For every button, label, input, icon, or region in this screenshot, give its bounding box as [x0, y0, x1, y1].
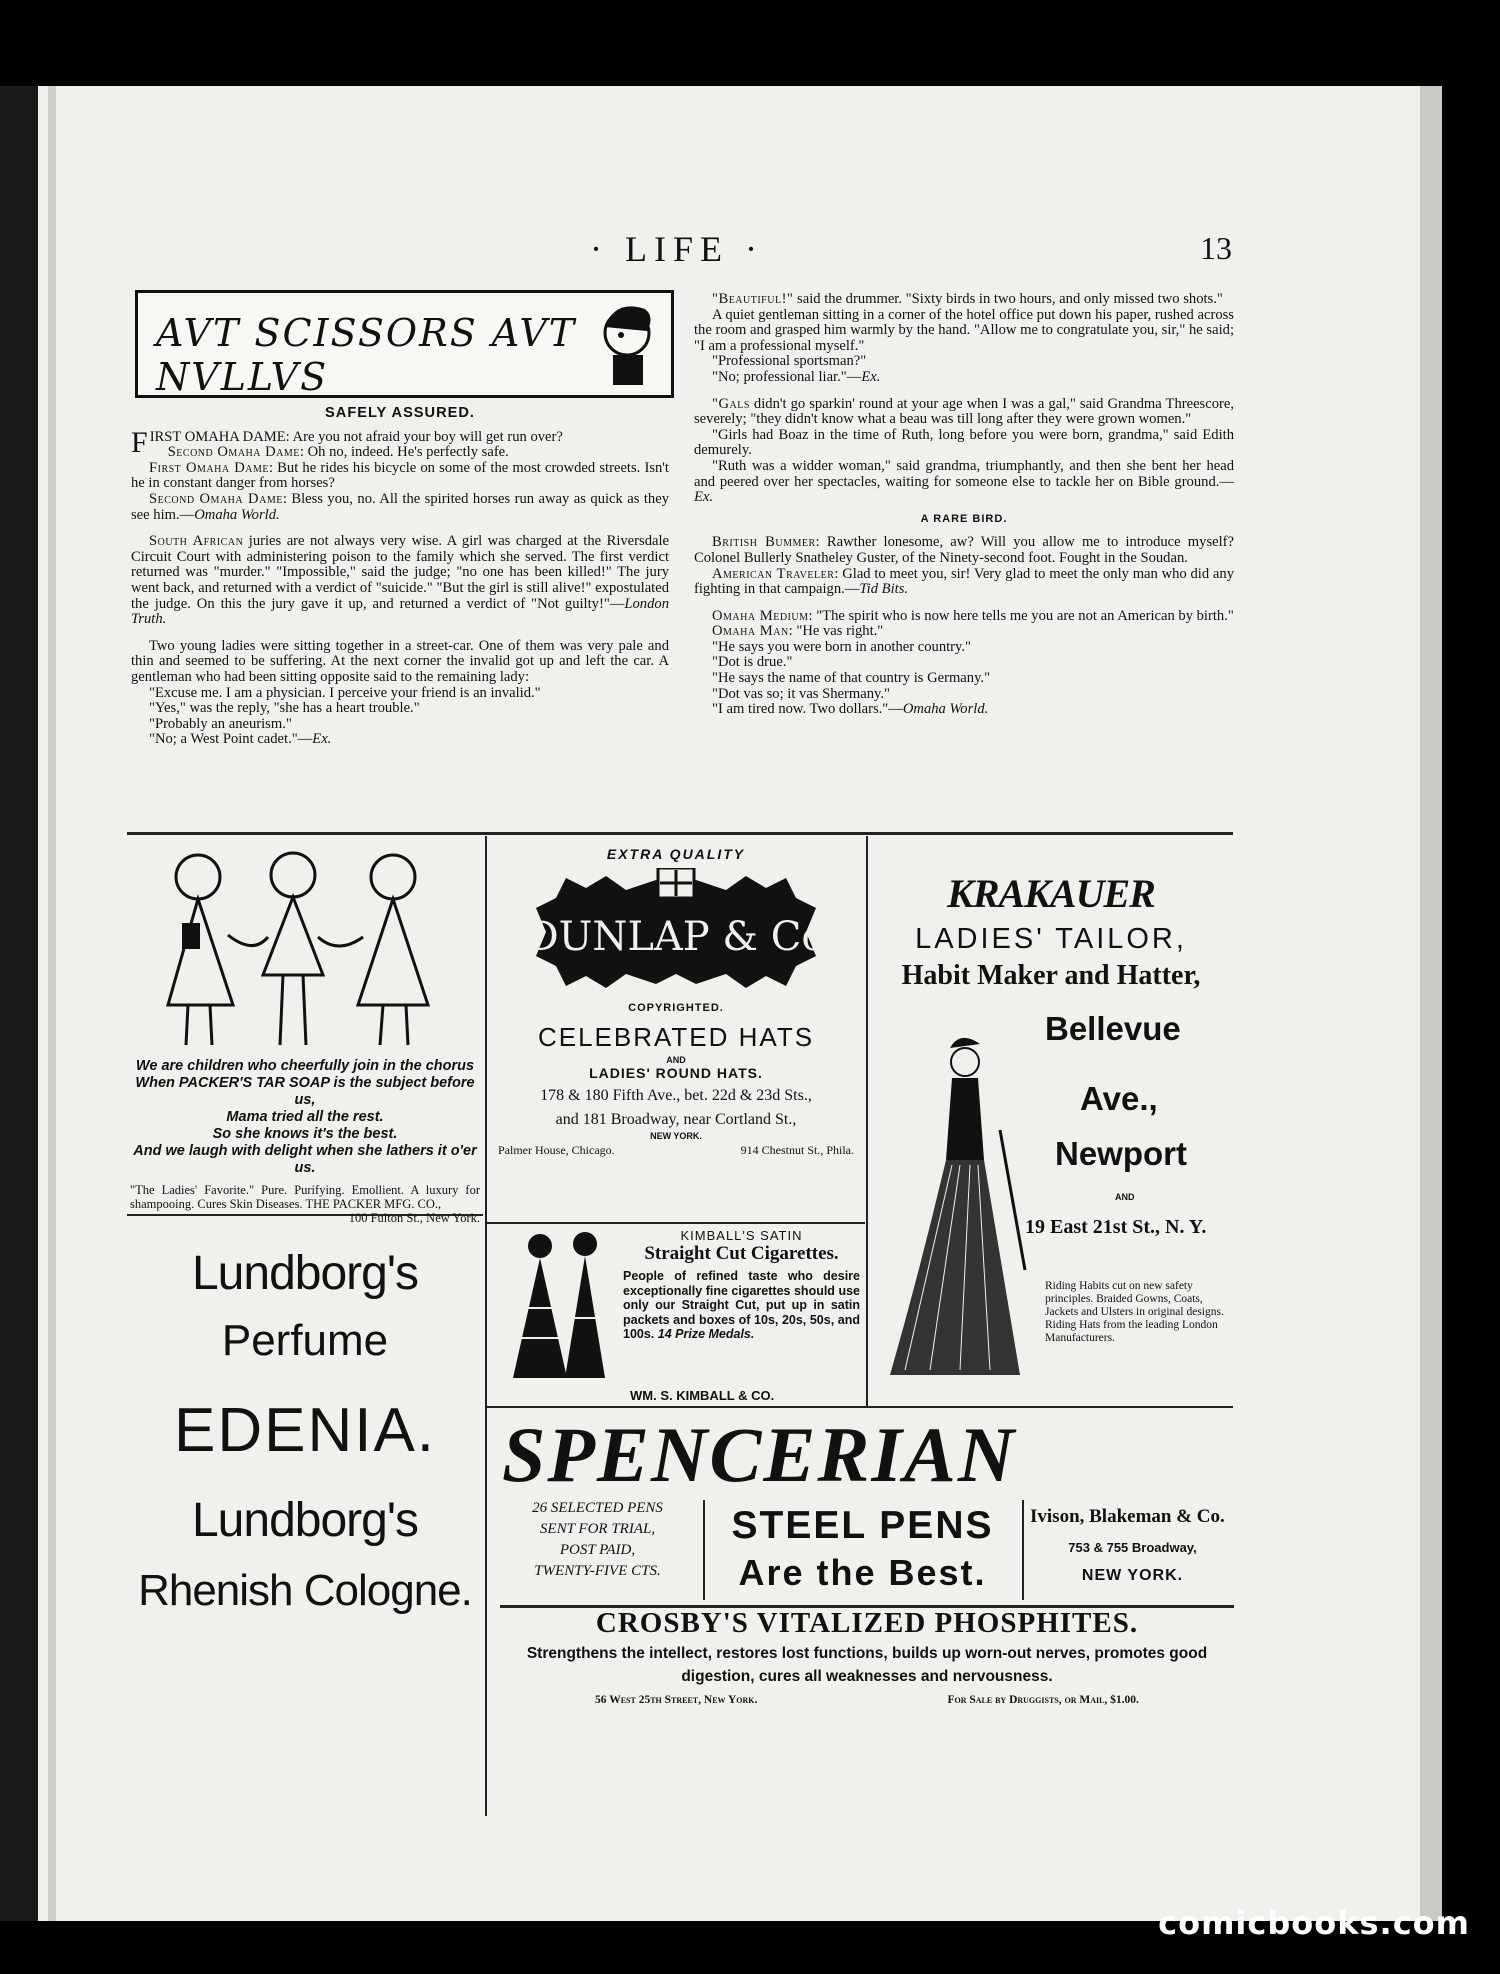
paragraph: "Beautiful!" said the drummer. "Sixty birds in two hours, and only missed two shots." — [712, 291, 1223, 307]
krakauer-body: Riding Habits cut on new safety principles. Braided Gowns, Coats, Jackets and Ulsters in original designs. Riding Hats from the leading London Manufacturers. — [1045, 1280, 1224, 1344]
vertical-rule — [485, 836, 487, 1816]
lundborg-name: Lundborg's — [191, 1494, 418, 1547]
paragraph: "No; professional liar."—Ex. — [712, 368, 881, 385]
horizontal-rule — [487, 1222, 865, 1224]
new-york-label: NEW YORK. — [650, 1131, 702, 1141]
paragraph: Omaha Medium: "The spirit who is now here tells me you are not an American by birth." — [712, 607, 1234, 624]
celebrated-hats: CELEBRATED HATS — [537, 1022, 815, 1052]
paragraph: Two young ladies were sitting together in a street-car. One of them was very pale and thin and seemed to be suffering. At the next corner the invalid got up and left the car. A gentleman who had been sitting opposite said to the remaining lady: — [131, 637, 669, 685]
new-york-label: NEW YORK. — [1081, 1567, 1184, 1584]
children-illustration — [148, 845, 458, 1053]
spencerian-title: SPENCERIAN — [502, 1411, 1017, 1498]
lundborg-name: Lundborg's — [191, 1247, 418, 1300]
kimball-subtitle: Straight Cut Cigarettes. — [644, 1243, 839, 1264]
spencerian-ad — [490, 1412, 1235, 1610]
kimball-medals: 14 Prize Medals. — [657, 1327, 755, 1341]
paragraph: "Dot is drue." — [712, 654, 793, 671]
column-banner — [135, 290, 674, 398]
paragraph: "He says you were born in another country." — [712, 638, 971, 655]
crosby-ad — [500, 1607, 1234, 1706]
paragraph: "Probably an aneurism." — [149, 715, 292, 732]
crosby-address: 56 West 25th Street, New York. — [595, 1694, 758, 1706]
gutter — [48, 86, 56, 1921]
paragraph: "No; a West Point cadet."—Ex. — [149, 731, 332, 748]
paragraph: Omaha Man: "He vas right." — [712, 623, 884, 640]
divider — [1022, 1500, 1024, 1600]
horizontal-rule — [127, 832, 1233, 835]
paragraph: "Girls had Boaz in the time of Ruth, long before you were born, grandma," said Edith demurely. — [694, 426, 1234, 459]
kimball-body: People of refined taste who desire exceptionally fine cigarettes should use only our Straight Cut, put up in satin packets and boxes of 10s, 20s, 50s, and 100s. — [623, 1269, 860, 1341]
dunlap-address: and 181 Broadway, near Cortland St., — [555, 1111, 797, 1128]
packer-body: "The Ladies' Favorite." Pure. Purifying. Emollient. A luxury for shampooing. Cures Skin Diseases. THE PACKER MFG. CO., — [130, 1183, 480, 1211]
extra-quality-label: EXTRA QUALITY — [606, 846, 746, 862]
dunlap-emblem — [526, 868, 826, 996]
paragraph: A quiet gentleman sitting in a corner of the hotel office put down his paper, rushed across the room and grasped him warmly by the hand. "Allow me to congratulate you, sir," he said; "I am a professional myself." — [694, 306, 1234, 354]
verse-line: When PACKER'S TAR SOAP is the subject before us, — [135, 1075, 475, 1108]
ave-label: Ave., — [1080, 1080, 1158, 1117]
jester-head-icon — [585, 297, 665, 389]
kimball-title: KIMBALL'S SATIN — [680, 1228, 803, 1243]
kimball-body-wrap — [623, 1269, 860, 1342]
east-21st-address: 19 East 21st St., N. Y. — [1025, 1216, 1207, 1238]
paragraph: South African juries are not always very wise. A girl was charged at the Riversdale Circuit Court with administering poison to the family which she served. The first verdict returned was "murder." "Impossible," said the judge; "no one has been killed!" The jury went back, and returned with a verdict of "suicide." "But the girl is still alive!" expostulated the judge. On this the jury gave it up, and returned a verdict of "Not guilty!"—London Truth. — [131, 533, 669, 628]
krakauer-ad — [870, 870, 1232, 1400]
article-heading: A RARE BIRD. — [920, 512, 1008, 525]
broadway-address: 753 & 755 Broadway, — [1068, 1540, 1197, 1555]
paragraph: "Dot vas so; it vas Shermany." — [712, 685, 890, 702]
kimball-company: WM. S. KIMBALL & CO. — [630, 1388, 775, 1403]
copyright-label: COPYRIGHTED. — [628, 1002, 724, 1014]
packer-ad — [130, 845, 480, 1225]
banner-title: AVT SCISSORS AVT NVLLVS — [156, 311, 577, 399]
spencerian-offer: 26 SELECTED PENS — [532, 1500, 663, 1516]
ivison-label: Ivison, Blakeman & Co. — [1030, 1506, 1225, 1527]
verse-line: Mama tried all the rest. — [226, 1109, 384, 1125]
left-column — [131, 400, 669, 748]
paragraph: "He says the name of that country is Germany." — [712, 670, 991, 687]
paragraph: First Omaha Dame: But he rides his bicycle on some of the most crowded streets. Isn't he in constant danger from horses? — [131, 459, 669, 492]
page-number: 13 — [1200, 230, 1232, 266]
article-heading: SAFELY ASSURED. — [325, 405, 475, 421]
running-head: · LIFE · — [590, 229, 764, 269]
paragraph: "Professional sportsman?" — [712, 353, 867, 370]
paragraph: British Bummer: Rawther lonesome, aw? Will you allow me to introduce myself? Colonel Bullerly Snatheley Guster, of the Ninety-second foot. Fought in the Soudan. — [694, 534, 1234, 566]
paragraph: Second Omaha Dame: Bless you, no. All the spirited horses run away as quick as they see him.—Omaha World. — [131, 490, 670, 523]
habit-maker: Habit Maker and Hatter, — [901, 960, 1201, 991]
crosby-sale: For Sale by Druggists, or Mail, $1.00. — [947, 1694, 1139, 1706]
verse-line: And we laugh with delight when she lathers it o'er us. — [133, 1143, 477, 1176]
spencerian-offer: TWENTY-FIVE CTS. — [534, 1563, 661, 1579]
watermark: comicbooks.com — [1158, 1904, 1470, 1942]
perfume-label: Perfume — [221, 1316, 389, 1365]
crosby-title: CROSBY'S VITALIZED PHOSPHITES. — [595, 1607, 1139, 1639]
right-column — [694, 292, 1234, 718]
bellevue-label: Bellevue — [1045, 1010, 1181, 1047]
verse-line: We are children who cheerfully join in the chorus — [135, 1058, 475, 1074]
edenia-label: EDENIA. — [173, 1396, 437, 1465]
spencerian-offer: POST PAID, — [559, 1542, 636, 1558]
dunlap-address: 178 & 180 Fifth Ave., bet. 22d & 23d Sts., — [540, 1087, 812, 1104]
figures-illustration — [505, 1228, 620, 1398]
verse-line: So she knows it's the best. — [212, 1126, 398, 1142]
dunlap-ad — [490, 846, 862, 1158]
ladies-tailor: LADIES' TAILOR, — [915, 923, 1187, 955]
palmer-house: Palmer House, Chicago. — [498, 1143, 615, 1157]
steel-pens-label: STEEL PENS — [731, 1504, 994, 1547]
vertical-rule — [866, 836, 868, 1406]
ladies-round-hats: LADIES' ROUND HATS. — [589, 1065, 763, 1081]
dunlap-name: DUNLAP & Co — [526, 914, 826, 960]
lundborg-ad — [130, 1245, 480, 1623]
kimball-ad — [505, 1228, 860, 1403]
paragraph: "Gals didn't go sparkin' round at your age when I was a gal," said Grandma Threescore, severely; "they didn't know what a beau was till long after they were grown women." — [694, 395, 1234, 428]
paragraph: "Excuse me. I am a physician. I perceive your friend is an invalid." — [149, 684, 541, 701]
spencerian-offer: SENT FOR TRIAL, — [539, 1521, 656, 1537]
paragraph: FIRST OMAHA DAME: Are you not afraid your boy will get run over? — [131, 425, 563, 459]
packer-address: 100 Fulton St., New York. — [348, 1211, 480, 1225]
paragraph: American Traveler: Glad to meet you, sir! Very glad to meet the only man who did any fighting in that campaign.—Tid Bits. — [694, 565, 1234, 598]
and-label: AND — [666, 1055, 686, 1065]
paragraph: "Yes," was the reply, "she has a heart trouble." — [149, 700, 420, 717]
paragraph: "Ruth was a widder woman," said grandma, triumphantly, and then she bent her head and peered over her spectacles, waiting for someone else to tackle her on Bible ground.—Ex. — [694, 457, 1234, 506]
paragraph: "I am tired now. Two dollars."—Omaha World. — [712, 701, 989, 718]
krakauer-name: KRAKAUER — [947, 871, 1155, 916]
lady-figure-illustration — [880, 1030, 1030, 1390]
paragraph: Second Omaha Dame: Oh no, indeed. He's perfectly safe. — [167, 444, 509, 461]
horizontal-rule — [487, 1406, 1233, 1408]
cologne-label: Rhenish Cologne. — [138, 1566, 472, 1615]
phila-address: 914 Chestnut St., Phila. — [740, 1143, 854, 1157]
page-edge — [1420, 86, 1442, 1921]
and-label: AND — [1115, 1192, 1135, 1202]
crosby-body: Strengthens the intellect, restores lost functions, builds up worn-out nerves, promotes good digestion, cures all weaknesses and nervousness. — [526, 1645, 1208, 1685]
are-the-best-label: Are the Best. — [738, 1552, 987, 1593]
newport-label: Newport — [1055, 1135, 1187, 1172]
divider — [703, 1500, 705, 1600]
